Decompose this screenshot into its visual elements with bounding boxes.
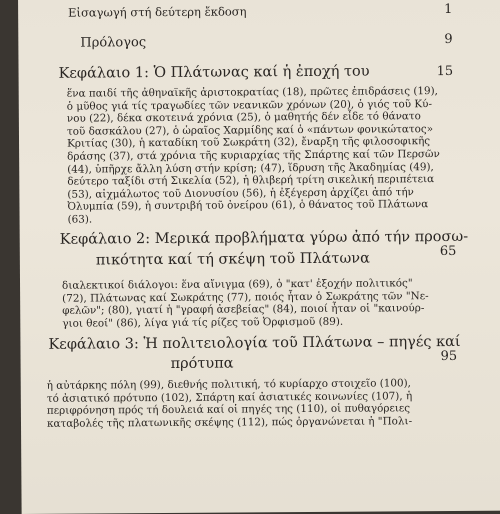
- chapter-2-title-line-2: πικότητα καί τή σκέψη τοῦ Πλάτωνα: [95, 250, 370, 269]
- chapter-1-title: Κεφάλαιο 1: Ὁ Πλάτωνας καί ἡ ἐποχή του: [58, 63, 370, 82]
- chapter-3-title-line-1: Κεφάλαιο 3: Ἡ πολιτειολογία τοῦ Πλάτωνα – πηγές καί: [48, 333, 461, 353]
- toc-front-title-1: Εἰσαγωγή στή δεύτερη ἔκδοση: [68, 4, 247, 20]
- toc-front-page-2: 9: [444, 31, 453, 48]
- entry-line: νου (22), δέκα σκοτεινά χρόνια (25), ὁ μαθητής δέν εἶδε τό θάνατο: [66, 110, 421, 125]
- chapter-1-page: 15: [436, 63, 454, 80]
- entry-line: Κριτίας (30), ἡ καταδίκη τοῦ Σωκράτη (32), ἔναρξη τῆς φιλοσοφικῆς: [67, 135, 431, 151]
- entry-line: φελῶν"; (80), γιατί ἡ "γραφή ἀσεβείας" (84), ποιοί ἦταν οἱ "καινούρ-: [62, 302, 425, 317]
- entry-line: (44), ὑπῆρχε ἄλλη λύση στήν κρίση; (47), ἵδρυση τῆς Ἀκαδημίας (49),: [67, 160, 434, 176]
- entry-line: τό ἀσιατικό πρότυπο (102), Σπάρτη καί ἀσιατικές κοινωνίες (107), ἡ: [46, 389, 413, 405]
- entry-line: ὁ μῦθος γιά τίς τραγωδίες τῶν νεανικῶν χρόνων (20), ὁ γιός τοῦ Κύ-: [66, 97, 433, 113]
- chapter-3-title-line-2: πρότυπα: [170, 355, 234, 372]
- book-page: [18, 0, 500, 514]
- toc-front-page-1: 1: [444, 1, 453, 18]
- entry-line: ἡ αὐτάρκης πόλη (99), διεθνής πολιτική, τό κυρίαρχο στοιχεῖο (100),: [46, 377, 412, 392]
- toc-front-title-2: Πρόλογος: [80, 35, 147, 51]
- entry-line: διαλεκτικοί διάλογοι: ἕνα αἴνιγμα (69), ὁ "κατ' ἐξοχήν πολιτικός": [61, 277, 413, 292]
- entry-line: γιοι θεοί" (86), λίγα γιά τίς ρίζες τοῦ Ὀρφισμοῦ (89).: [62, 315, 344, 330]
- chapter-2-page: 65: [439, 243, 457, 260]
- entry-line: τοῦ δασκάλου (27), ὁ ὡραῖος Χαρμίδης καί ὁ «πάντων φονικώτατος»: [66, 122, 434, 138]
- entry-line: (63).: [67, 213, 93, 226]
- chapter-2-title-line-1: Κεφάλαιο 2: Μερικά προβλήματα γύρω ἀπό τήν προσω-: [59, 228, 469, 248]
- entry-line: δεύτερο ταξίδι στή Σικελία (52), ἡ θλιβερή τρίτη σικελική περιπέτεια: [67, 173, 435, 188]
- entry-line: Ὀλυμπία (59), ἡ συντριβή τοῦ ὀνείρου (61), ὁ θάνατος τοῦ Πλάτωνα: [67, 198, 429, 214]
- entry-line: περιφρόνηση πρός τή δουλειά καί οἱ πηγές της (110), οἱ πυθαγόρειες: [46, 402, 411, 417]
- chapter-3-page: 95: [440, 348, 458, 365]
- chapter-3-entries: [47, 377, 413, 430]
- entry-line: (53), αἰχμάλωτος τοῦ Διονυσίου (56), ἡ ἐξέγερση ἀρχίζει ἀπό τήν: [67, 185, 414, 201]
- entry-line: καταβολές τῆς πλατωνικῆς σκέψης (112), πώς ὀργανώνεται ἡ "Πολι-: [46, 415, 413, 430]
- entry-line: δράσης (37), στά χρόνια τῆς κυριαρχίας τῆς Σπάρτης καί τῶν Περσῶν: [67, 148, 440, 163]
- chapter-1-entries: [67, 85, 441, 226]
- chapter-2-entries: [62, 277, 429, 330]
- entry-line: (72), Πλάτωνας καί Σωκράτης (77), ποιός ἦταν ὁ Σωκράτης τῶν "Νε-: [62, 289, 429, 305]
- entry-line: ἕνα παιδί τῆς ἀθηναϊκῆς ἀριστοκρατίας (18), πρῶτες ἐπιδράσεις (19),: [66, 85, 438, 100]
